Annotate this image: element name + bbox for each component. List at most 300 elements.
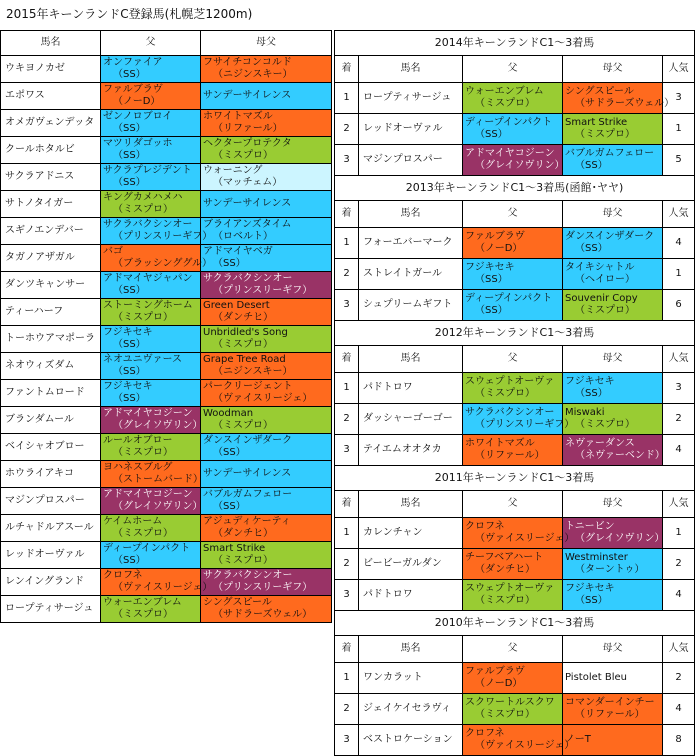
sire-cell [101, 110, 201, 137]
sire-cell-line1: アドマイヤコジーン [465, 148, 555, 159]
sire-cell-line2: （ダンチヒ） [475, 564, 536, 575]
sire-cell [463, 549, 563, 580]
sire-cell [101, 515, 201, 542]
section-header-row [335, 636, 695, 663]
horse-name: マジンプロスパー [359, 145, 463, 176]
damsire-cell-line2: （ミスプロ） [575, 129, 635, 140]
sire-cell-line1: ケイムホーム [103, 516, 163, 527]
section-title-row [335, 466, 695, 491]
damsire-cell-line2: （ネヴァーベンド） [575, 450, 665, 461]
horse-name: ベイシャオブロー [1, 434, 101, 461]
sire-cell-line1: アドマイヤコジーン [103, 408, 193, 419]
header-name: 馬名 [359, 636, 463, 663]
table-row [335, 259, 695, 290]
sire-cell-line2: （SS） [475, 274, 508, 285]
damsire-cell-line1: Souvenir Copy [565, 293, 638, 304]
sire-cell-line1: バゴ [103, 246, 123, 257]
table-row [1, 461, 332, 488]
damsire-cell [201, 569, 332, 596]
sire-cell [101, 569, 213, 596]
damsire-cell-line1: ダンスインザダーク [565, 231, 655, 242]
sire-cell-line1: ウォーエンブレム [103, 597, 182, 608]
table-row [1, 326, 332, 353]
table-row [335, 145, 695, 176]
sire-cell-line1: ゼンノロブロイ [103, 111, 173, 122]
finish-position: 1 [335, 518, 359, 549]
damsire-cell-line1: バブルガムフェロー [565, 148, 655, 159]
sire-cell-line2: （ヴァイスリージェ） [113, 582, 213, 593]
horse-name: ジェイケイセラヴィ [359, 694, 463, 725]
damsire-cell-line2: （ダンチヒ） [213, 312, 274, 323]
damsire-cell-line2: （リファール） [575, 709, 645, 720]
sire-cell-line2: （ミスプロ） [113, 609, 173, 620]
damsire-cell [563, 145, 663, 176]
sire-cell-line1: クロフネ [103, 570, 143, 581]
header-damsire: 母父 [563, 346, 663, 373]
header-sire: 父 [463, 56, 563, 83]
sire-cell-line1: クロフネ [465, 521, 505, 532]
page-title: 2015年キーンランドC登録馬(札幌芝1200m) [6, 7, 253, 21]
damsire-cell-line1: ダンスインザダーク [203, 435, 293, 446]
damsire-cell [201, 515, 332, 542]
sire-cell [463, 694, 563, 725]
damsire-cell-line1: フジキセキ [565, 376, 615, 387]
sire-cell-line2: （SS） [113, 339, 146, 350]
popularity: 2 [663, 549, 695, 580]
sire-cell-line2: （ミスプロ） [475, 595, 535, 606]
sire-cell-line2: （グレイソヴリン） [113, 420, 203, 431]
sire-cell-line1: アドマイヤジャパン [103, 273, 193, 284]
sire-cell-line1: ウォーエンブレム [465, 86, 544, 97]
horse-name: ストレイトガール [359, 259, 463, 290]
sire-cell-line1: ディープインパクト [465, 117, 553, 128]
damsire-cell-line1: Unbridled's Song [203, 327, 288, 338]
section-header-row [335, 201, 695, 228]
damsire-cell [201, 245, 332, 272]
popularity: 1 [663, 114, 695, 145]
finish-position: 3 [335, 580, 359, 611]
header-name: 馬名 [359, 346, 463, 373]
section-title: 2011年キーンランドC1～3着馬 [335, 466, 695, 491]
table-row [1, 272, 332, 299]
damsire-cell-line1: アドマイヤベガ [203, 246, 273, 257]
damsire-cell-line1: Woodman [203, 408, 254, 419]
sire-cell [101, 326, 201, 353]
damsire-cell [201, 353, 332, 380]
sire-cell-line2: （ミスプロ） [475, 98, 535, 109]
sire-cell-line1: チーフベアハート [465, 552, 544, 563]
horse-name: ティーハーフ [1, 299, 101, 326]
damsire-cell-line2: （ミスプロ） [213, 555, 273, 566]
popularity: 4 [663, 580, 695, 611]
horse-name: レンイングランド [1, 569, 101, 596]
damsire-cell [201, 110, 332, 137]
entries-header-row [1, 31, 332, 56]
damsire-cell-line1: Smart Strike [203, 543, 266, 554]
sire-cell-line1: ネオユニヴァース [103, 354, 182, 365]
table-row [335, 228, 695, 259]
table-row [335, 663, 695, 694]
sire-cell-line1: スクワートルスクワ [465, 697, 555, 708]
header-pos: 着 [335, 491, 359, 518]
damsire-cell [563, 259, 663, 290]
damsire-cell [201, 191, 332, 218]
table-row [1, 191, 332, 218]
table-row [1, 434, 332, 461]
damsire-cell [563, 290, 663, 321]
header-sire: 父 [463, 491, 563, 518]
sire-cell-line1: スウェプトオーヴァ [465, 583, 555, 594]
damsire-cell [563, 580, 663, 611]
damsire-cell-line1: フジキセキ [565, 583, 615, 594]
damsire-cell-line1: フサイチコンコルド [203, 57, 292, 68]
damsire-cell-line2: （グレイソヴリン） [575, 533, 665, 544]
finish-position: 3 [335, 145, 359, 176]
finish-position: 1 [335, 83, 359, 114]
section-title: 2010年キーンランドC1～3着馬 [335, 611, 695, 636]
sire-cell-line2: （SS） [113, 366, 146, 377]
horse-name: ロープティサージュ [1, 596, 101, 623]
sire-cell-line1: クロフネ [465, 728, 505, 739]
damsire-cell-line1: ヘクタープロテクタ [203, 138, 292, 149]
sire-cell-line2: （リファール） [475, 450, 545, 461]
sire-cell-line2: （ノーD） [475, 243, 523, 254]
table-row [335, 373, 695, 404]
sire-cell-line1: ディープインパクト [103, 543, 191, 554]
horse-name: スギノエンデバー [1, 218, 101, 245]
header-name: 馬名 [1, 31, 101, 56]
damsire-cell [563, 663, 663, 694]
sire-cell-line2: （SS） [113, 69, 146, 80]
popularity: 1 [663, 518, 695, 549]
section-title: 2013年キーンランドC1～3着馬(函館･ヤヤ) [335, 176, 695, 201]
sire-cell-line1: ルールオブロー [103, 435, 173, 446]
horse-name: ブランダムール [1, 407, 101, 434]
horse-name: ダンツキャンサー [1, 272, 101, 299]
sire-cell-line2: （ヴァイスリージェ） [475, 533, 575, 544]
damsire-cell [201, 272, 332, 299]
section-header-row [335, 346, 695, 373]
horse-name: エポワス [1, 83, 101, 110]
popularity: 8 [663, 725, 695, 756]
finish-position: 2 [335, 694, 359, 725]
damsire-cell-line1: ウォーニング [203, 165, 263, 176]
finish-position: 3 [335, 435, 359, 466]
damsire-cell-line1: Pistolet Bleu [565, 672, 627, 683]
damsire-cell-line1: ブライアンズタイム [203, 219, 292, 230]
horse-name: ホウライアキコ [1, 461, 101, 488]
finish-position: 2 [335, 549, 359, 580]
damsire-cell [563, 83, 675, 114]
sire-cell-line1: ディープインパクト [465, 293, 553, 304]
damsire-cell-line1: ノーT [565, 734, 591, 745]
table-row [335, 549, 695, 580]
damsire-cell-line2: （プリンスリーギフ） [213, 582, 313, 593]
sire-cell-line2: （SS） [113, 555, 146, 566]
header-damsire: 母父 [563, 56, 663, 83]
header-sire: 父 [463, 346, 563, 373]
header-pop: 人気 [663, 201, 695, 228]
sire-cell-line2: （ストームバード） [113, 474, 203, 485]
damsire-cell-line1: サンデーサイレンス [203, 90, 292, 101]
header-pos: 着 [335, 636, 359, 663]
damsire-cell-line1: アジュディケーティ [203, 516, 291, 527]
sire-cell [101, 353, 201, 380]
sire-cell-line2: （SS） [113, 393, 146, 404]
damsire-cell-line2: （ミスプロ） [213, 420, 273, 431]
sire-cell [101, 272, 201, 299]
damsire-cell [201, 299, 332, 326]
damsire-cell [201, 407, 332, 434]
damsire-cell [563, 435, 663, 466]
damsire-cell [563, 518, 663, 549]
sire-cell-line2: （ミスプロ） [475, 709, 535, 720]
damsire-cell [563, 725, 663, 756]
section-title-row [335, 611, 695, 636]
sire-cell [101, 245, 213, 272]
section-title: 2014年キーンランドC1～3着馬 [335, 31, 695, 56]
table-row [335, 694, 695, 725]
header-pop: 人気 [663, 636, 695, 663]
horse-name: ワンカラット [359, 663, 463, 694]
finish-position: 1 [335, 663, 359, 694]
header-damsire: 母父 [563, 636, 663, 663]
damsire-cell-line2: （SS） [213, 447, 246, 458]
damsire-cell [201, 596, 332, 623]
damsire-cell-line2: （ヘイロー） [575, 274, 635, 285]
finish-position: 2 [335, 259, 359, 290]
damsire-cell-line2: （ロベルト） [213, 231, 273, 242]
damsire-cell-line1: Green Desert [203, 300, 270, 311]
sire-cell-line2: （SS） [475, 129, 508, 140]
sire-cell [101, 488, 201, 515]
damsire-cell [201, 218, 332, 245]
results-table [334, 30, 695, 756]
horse-name: ベストロケーション [359, 725, 463, 756]
horse-name: パドトロワ [359, 580, 463, 611]
damsire-cell [201, 461, 332, 488]
popularity: 4 [663, 435, 695, 466]
damsire-cell-line1: ホワイトマズル [203, 111, 273, 122]
damsire-cell-line2: （プリンスリーギフ） [213, 285, 313, 296]
popularity: 2 [663, 663, 695, 694]
horse-name: ネオウィズダム [1, 353, 101, 380]
sire-cell-line2: （SS） [475, 305, 508, 316]
table-row [1, 56, 332, 83]
damsire-cell-line2: （ミスプロ） [575, 305, 635, 316]
horse-name: ウキヨノカゼ [1, 56, 101, 83]
table-row [335, 580, 695, 611]
horse-name: マジンプロスパー [1, 488, 101, 515]
damsire-cell-line1: ネヴァーダンス [565, 438, 635, 449]
damsire-cell [563, 404, 663, 435]
sire-cell [463, 580, 563, 611]
damsire-cell-line1: Smart Strike [565, 117, 628, 128]
damsire-cell-line2: （ニジンスキー） [213, 69, 293, 80]
damsire-cell-line1: サンデーサイレンス [203, 198, 292, 209]
popularity: 3 [663, 373, 695, 404]
header-sire: 父 [101, 31, 201, 56]
damsire-cell-line2: （SS） [575, 160, 608, 171]
damsire-cell-line1: タイキシャトル [565, 262, 635, 273]
header-name: 馬名 [359, 491, 463, 518]
section-header-row [335, 491, 695, 518]
header-pos: 着 [335, 56, 359, 83]
damsire-cell-line2: （ミスプロ） [213, 339, 273, 350]
header-damsire: 母父 [563, 491, 663, 518]
damsire-cell [563, 694, 663, 725]
sire-cell-line2: （SS） [113, 177, 146, 188]
table-row [1, 245, 332, 272]
damsire-cell-line2: （マッチェム） [213, 177, 283, 188]
header-pos: 着 [335, 201, 359, 228]
sire-cell-line1: ファルブラヴ [103, 84, 163, 95]
damsire-cell [563, 114, 663, 145]
sire-cell-line1: ホワイトマズル [465, 438, 535, 449]
popularity: 5 [663, 145, 695, 176]
damsire-cell-line1: サクラバクシンオー [203, 273, 293, 284]
sire-cell-line2: （プリンスリーギフ） [475, 419, 575, 430]
horse-name: シュプリームギフト [359, 290, 463, 321]
sire-cell-line1: ストーミングホーム [103, 300, 193, 311]
header-name: 馬名 [359, 201, 463, 228]
section-title-row [335, 321, 695, 346]
damsire-cell-line1: シングスピール [565, 86, 634, 97]
damsire-cell [563, 373, 663, 404]
horse-name: フォーエバーマーク [359, 228, 463, 259]
finish-position: 2 [335, 114, 359, 145]
header-sire: 父 [463, 201, 563, 228]
popularity: 6 [663, 290, 695, 321]
header-pos: 着 [335, 346, 359, 373]
table-row [335, 404, 695, 435]
damsire-cell-line1: Miswaki [565, 407, 605, 418]
popularity: 1 [663, 259, 695, 290]
sire-cell [101, 434, 201, 461]
section-header-row [335, 56, 695, 83]
popularity: 4 [663, 694, 695, 725]
sire-cell-line2: （ミスプロ） [113, 204, 173, 215]
sire-cell [463, 725, 575, 756]
sire-cell-line2: （グレイソヴリン） [475, 160, 565, 171]
table-row [1, 596, 332, 623]
damsire-cell [201, 83, 332, 110]
horse-name: パドトロワ [359, 373, 463, 404]
sire-cell [101, 56, 201, 83]
damsire-cell-line2: （ニジンスキー） [213, 366, 293, 377]
sire-cell-line2: （SS） [113, 285, 146, 296]
sire-cell-line2: （ヴァイスリージェ） [475, 740, 575, 751]
damsire-cell-line1: シングスピール [203, 597, 272, 608]
sire-cell [463, 518, 575, 549]
damsire-cell [201, 137, 332, 164]
damsire-cell-line2: （ダンチヒ） [213, 528, 274, 539]
sire-cell-line1: フジキセキ [103, 327, 153, 338]
header-pop: 人気 [663, 491, 695, 518]
sire-cell-line2: （ミスプロ） [113, 447, 173, 458]
sire-cell-line1: サクラバクシンオー [103, 219, 193, 230]
table-row [1, 218, 332, 245]
table-row [1, 488, 332, 515]
damsire-cell-line1: トニービン [565, 521, 615, 532]
table-row [1, 110, 332, 137]
header-damsire: 母父 [201, 31, 332, 56]
damsire-cell-line2: （SS） [575, 243, 608, 254]
sire-cell [101, 596, 201, 623]
horse-name: ファントムロード [1, 380, 101, 407]
horse-name: オメガヴェンデッタ [1, 110, 101, 137]
damsire-cell [201, 380, 332, 407]
sire-cell [101, 164, 201, 191]
entries-table [0, 30, 332, 623]
sire-cell [463, 404, 575, 435]
sire-cell [463, 663, 563, 694]
horse-name: テイエムオオタカ [359, 435, 463, 466]
table-row [335, 725, 695, 756]
sire-cell [463, 228, 563, 259]
finish-position: 1 [335, 373, 359, 404]
sire-cell [463, 373, 563, 404]
table-row [1, 137, 332, 164]
table-row [1, 164, 332, 191]
sire-cell-line1: ファルブラヴ [465, 231, 525, 242]
damsire-cell-line1: Westminster [565, 552, 628, 563]
section-title: 2012年キーンランドC1～3着馬 [335, 321, 695, 346]
table-row [335, 114, 695, 145]
horse-name: ルチャドルアスール [1, 515, 101, 542]
table-row [1, 515, 332, 542]
sire-cell-line2: （ブラッシンググル） [113, 258, 213, 269]
sire-cell-line2: （プリンスリーギフ） [113, 231, 213, 242]
sire-cell-line2: （ミスプロ） [113, 528, 173, 539]
section-title-row [335, 176, 695, 201]
damsire-cell-line1: サクラバクシンオー [203, 570, 293, 581]
sire-cell [463, 83, 563, 114]
sire-cell-line1: スウェプトオーヴァ [465, 376, 555, 387]
horse-name: ロープティサージュ [359, 83, 463, 114]
sire-cell [101, 218, 213, 245]
damsire-cell [563, 228, 663, 259]
sire-cell [463, 145, 563, 176]
header-pop: 人気 [663, 346, 695, 373]
sire-cell-line2: （ノーD） [113, 96, 161, 107]
sire-cell-line1: キングカメハメハ [103, 192, 183, 203]
sire-cell-line1: フジキセキ [465, 262, 515, 273]
popularity: 2 [663, 404, 695, 435]
sire-cell-line2: （ミスプロ） [113, 312, 173, 323]
damsire-cell [201, 488, 332, 515]
damsire-cell [201, 542, 332, 569]
table-row [1, 299, 332, 326]
popularity: 3 [663, 83, 695, 114]
horse-name: カレンチャン [359, 518, 463, 549]
damsire-cell-line2: （SS） [575, 388, 608, 399]
sire-cell [101, 137, 201, 164]
header-sire: 父 [463, 636, 563, 663]
horse-name: クールホタルビ [1, 137, 101, 164]
damsire-cell-line2: （サドラーズウェル） [213, 609, 313, 620]
damsire-cell-line1: コマンダーインチー [565, 697, 655, 708]
table-row [1, 83, 332, 110]
popularity: 4 [663, 228, 695, 259]
sire-cell-line1: ヨハネスブルグ [103, 462, 173, 473]
damsire-cell-line1: パークリージェント [203, 381, 293, 392]
table-row [1, 407, 332, 434]
damsire-cell-line2: （リファール） [213, 123, 283, 134]
damsire-cell [563, 549, 663, 580]
sire-cell [463, 114, 563, 145]
finish-position: 1 [335, 228, 359, 259]
